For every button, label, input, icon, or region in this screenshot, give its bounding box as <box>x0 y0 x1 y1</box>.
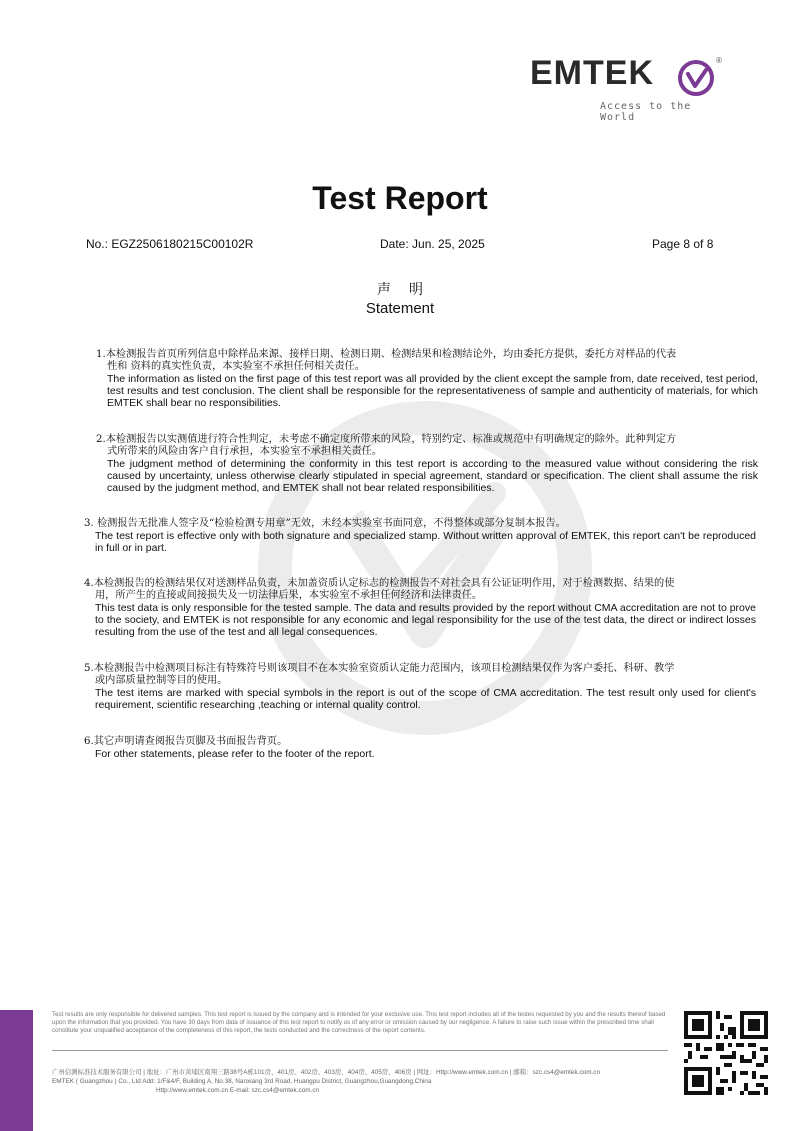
statement-item-2 <box>96 434 758 494</box>
item-5-en: The test items are marked with special symbols in the report is out of the scope of CMA accreditation. The test result only used for client's requirement, scientific researching ,teaching or internal quality control. <box>95 687 756 711</box>
footer-address-en: EMTEK ( Guangzhou ) Co., Ltd Add: 1/F&4/F, Building A, No.38, Nanxiang 3rd Road, Huangpu District, Guangzhou,Guangdong,China <box>52 1078 432 1085</box>
item-2-cn-line-2: 式所带来的风险由客户自行承担，本实验室不承担相关责任。 <box>107 446 383 457</box>
item-3-en: The test report is effective only with both signature and specialized stamp. Without written approval of EMTEK, this report can't be reproduced in full or in part. <box>95 530 756 554</box>
logo-wordmark: EMTEK <box>530 54 654 92</box>
statement-title-en: Statement <box>365 300 435 317</box>
emtek-logo <box>530 50 730 123</box>
qr-code-icon <box>684 1011 768 1095</box>
item-2-cn-line-1: 2.本检测报告以实测值进行符合性判定，未考虑不确定度所带来的风险，特别约定、标准或规范中有明确规定的除外。此种判定方 <box>96 434 677 445</box>
item-2-en: The judgment method of determining the conformity in this test report is according to the measured value without considering the risk caused by uncertainty, unless otherwise clearly stipulated in special agreement, standard or specification. The client shall assume the risk caused by the judgment method, and EMTEK shall not bear related responsibilities. <box>107 458 758 494</box>
statement-item-3 <box>84 518 756 554</box>
footer-address <box>52 1068 674 1095</box>
footer-address-cn: 广州信测标准技术服务有限公司 | 地址：广州市黄埔区南翔三路38号A栋101房、401房、402房、403房、404房、405房、406房 | 网址：Http://www.emtek.com.cn | 邮箱：szc.cs4@emtek.com.cn <box>52 1069 601 1076</box>
statement-item-5 <box>84 663 756 711</box>
item-1-en: The information as listed on the first page of this test report was all provided by the client except the sample from, date received, test period, test results and test conclusion. The client shall be responsible for the representativeness of sample and authenticity of materials, for which EMTEK shall bear no responsibilities. <box>107 373 758 409</box>
footer-accent-bar <box>0 1010 33 1131</box>
item-1-cn-line-2: 性和 资料的真实性负责，本实验室不承担任何相关责任。 <box>107 361 365 372</box>
statement-item-4 <box>84 578 756 638</box>
page-title: Test Report <box>312 180 488 216</box>
item-4-cn-line-2: 用，所产生的直接或间接损失及一切法律后果，本实验室不承担任何经济和法律责任。 <box>95 590 483 601</box>
item-6-cn-line-1: 6.其它声明请查阅报告页脚及书面报告背页。 <box>84 736 288 747</box>
statement-title-cn: 声明 <box>377 282 441 298</box>
report-date: Date: Jun. 25, 2025 <box>380 237 485 251</box>
registered-mark: ® <box>716 56 722 65</box>
report-number: No.: EGZ2506180215C00102R <box>86 237 254 251</box>
footer-web-email: Http://www.emtek.com.cn E-mail: szc.cs4@emtek.com.cn <box>156 1087 320 1094</box>
item-6-en: For other statements, please refer to the footer of the report. <box>95 748 375 760</box>
logo-check-icon <box>676 58 716 98</box>
item-4-cn-line-1: 4.本检测报告的检测结果仅对送测样品负责，未加盖资质认定标志的检测报告不对社会具有公证证明作用，对于检测数据、结果的使 <box>84 578 675 589</box>
footer-divider <box>52 1050 668 1051</box>
item-5-cn-line-1: 5.本检测报告中检测项目标注有特殊符号则该项目不在本实验室资质认定能力范围内，该项目检测结果仅作为客户委托、科研、教学 <box>84 663 675 674</box>
statement-item-1 <box>96 349 758 409</box>
item-4-en: This test data is only responsible for the tested sample. The data and results provided by the report without CMA accreditation are not to prove to the society, and EMTEK is not responsible for any economic and legal responsibility for the use of the test data, the direct or indirect losses resulting from the use of the test and all legal consequences. <box>95 602 756 638</box>
footer-disclaimer: Test results are only responsible for delivered samples. This test report is issued by the company and is intended for your exclusive use. This test report includes all of the testes requested by you and the results thereof based upon the information that you provided. You have 30 days from data of issuance of this test report to notify us of any error or omission caused by our negligence. A failure to raise such issue within the prescribed time shall constitute your unqualified acceptance of the completeness of this report, the tests conducted and the correctness of the report contents. <box>52 1011 666 1034</box>
item-3-cn-line-1: 3. 检测报告无批准人签字及“检验检测专用章”无效，未经本实验室书面同意，不得整体或部分复制本报告。 <box>84 518 566 529</box>
item-1-cn-line-1: 1.本检测报告首页所列信息中除样品来源、接样日期、检测日期、检测结果和检测结论外，均由委托方提供，委托方对样品的代表 <box>96 349 677 360</box>
item-5-cn-line-2: 或内部质量控制等目的使用。 <box>95 675 228 686</box>
page-number: Page 8 of 8 <box>652 237 714 251</box>
logo-tagline: Access to the World <box>600 101 692 123</box>
statement-item-6 <box>84 736 756 760</box>
